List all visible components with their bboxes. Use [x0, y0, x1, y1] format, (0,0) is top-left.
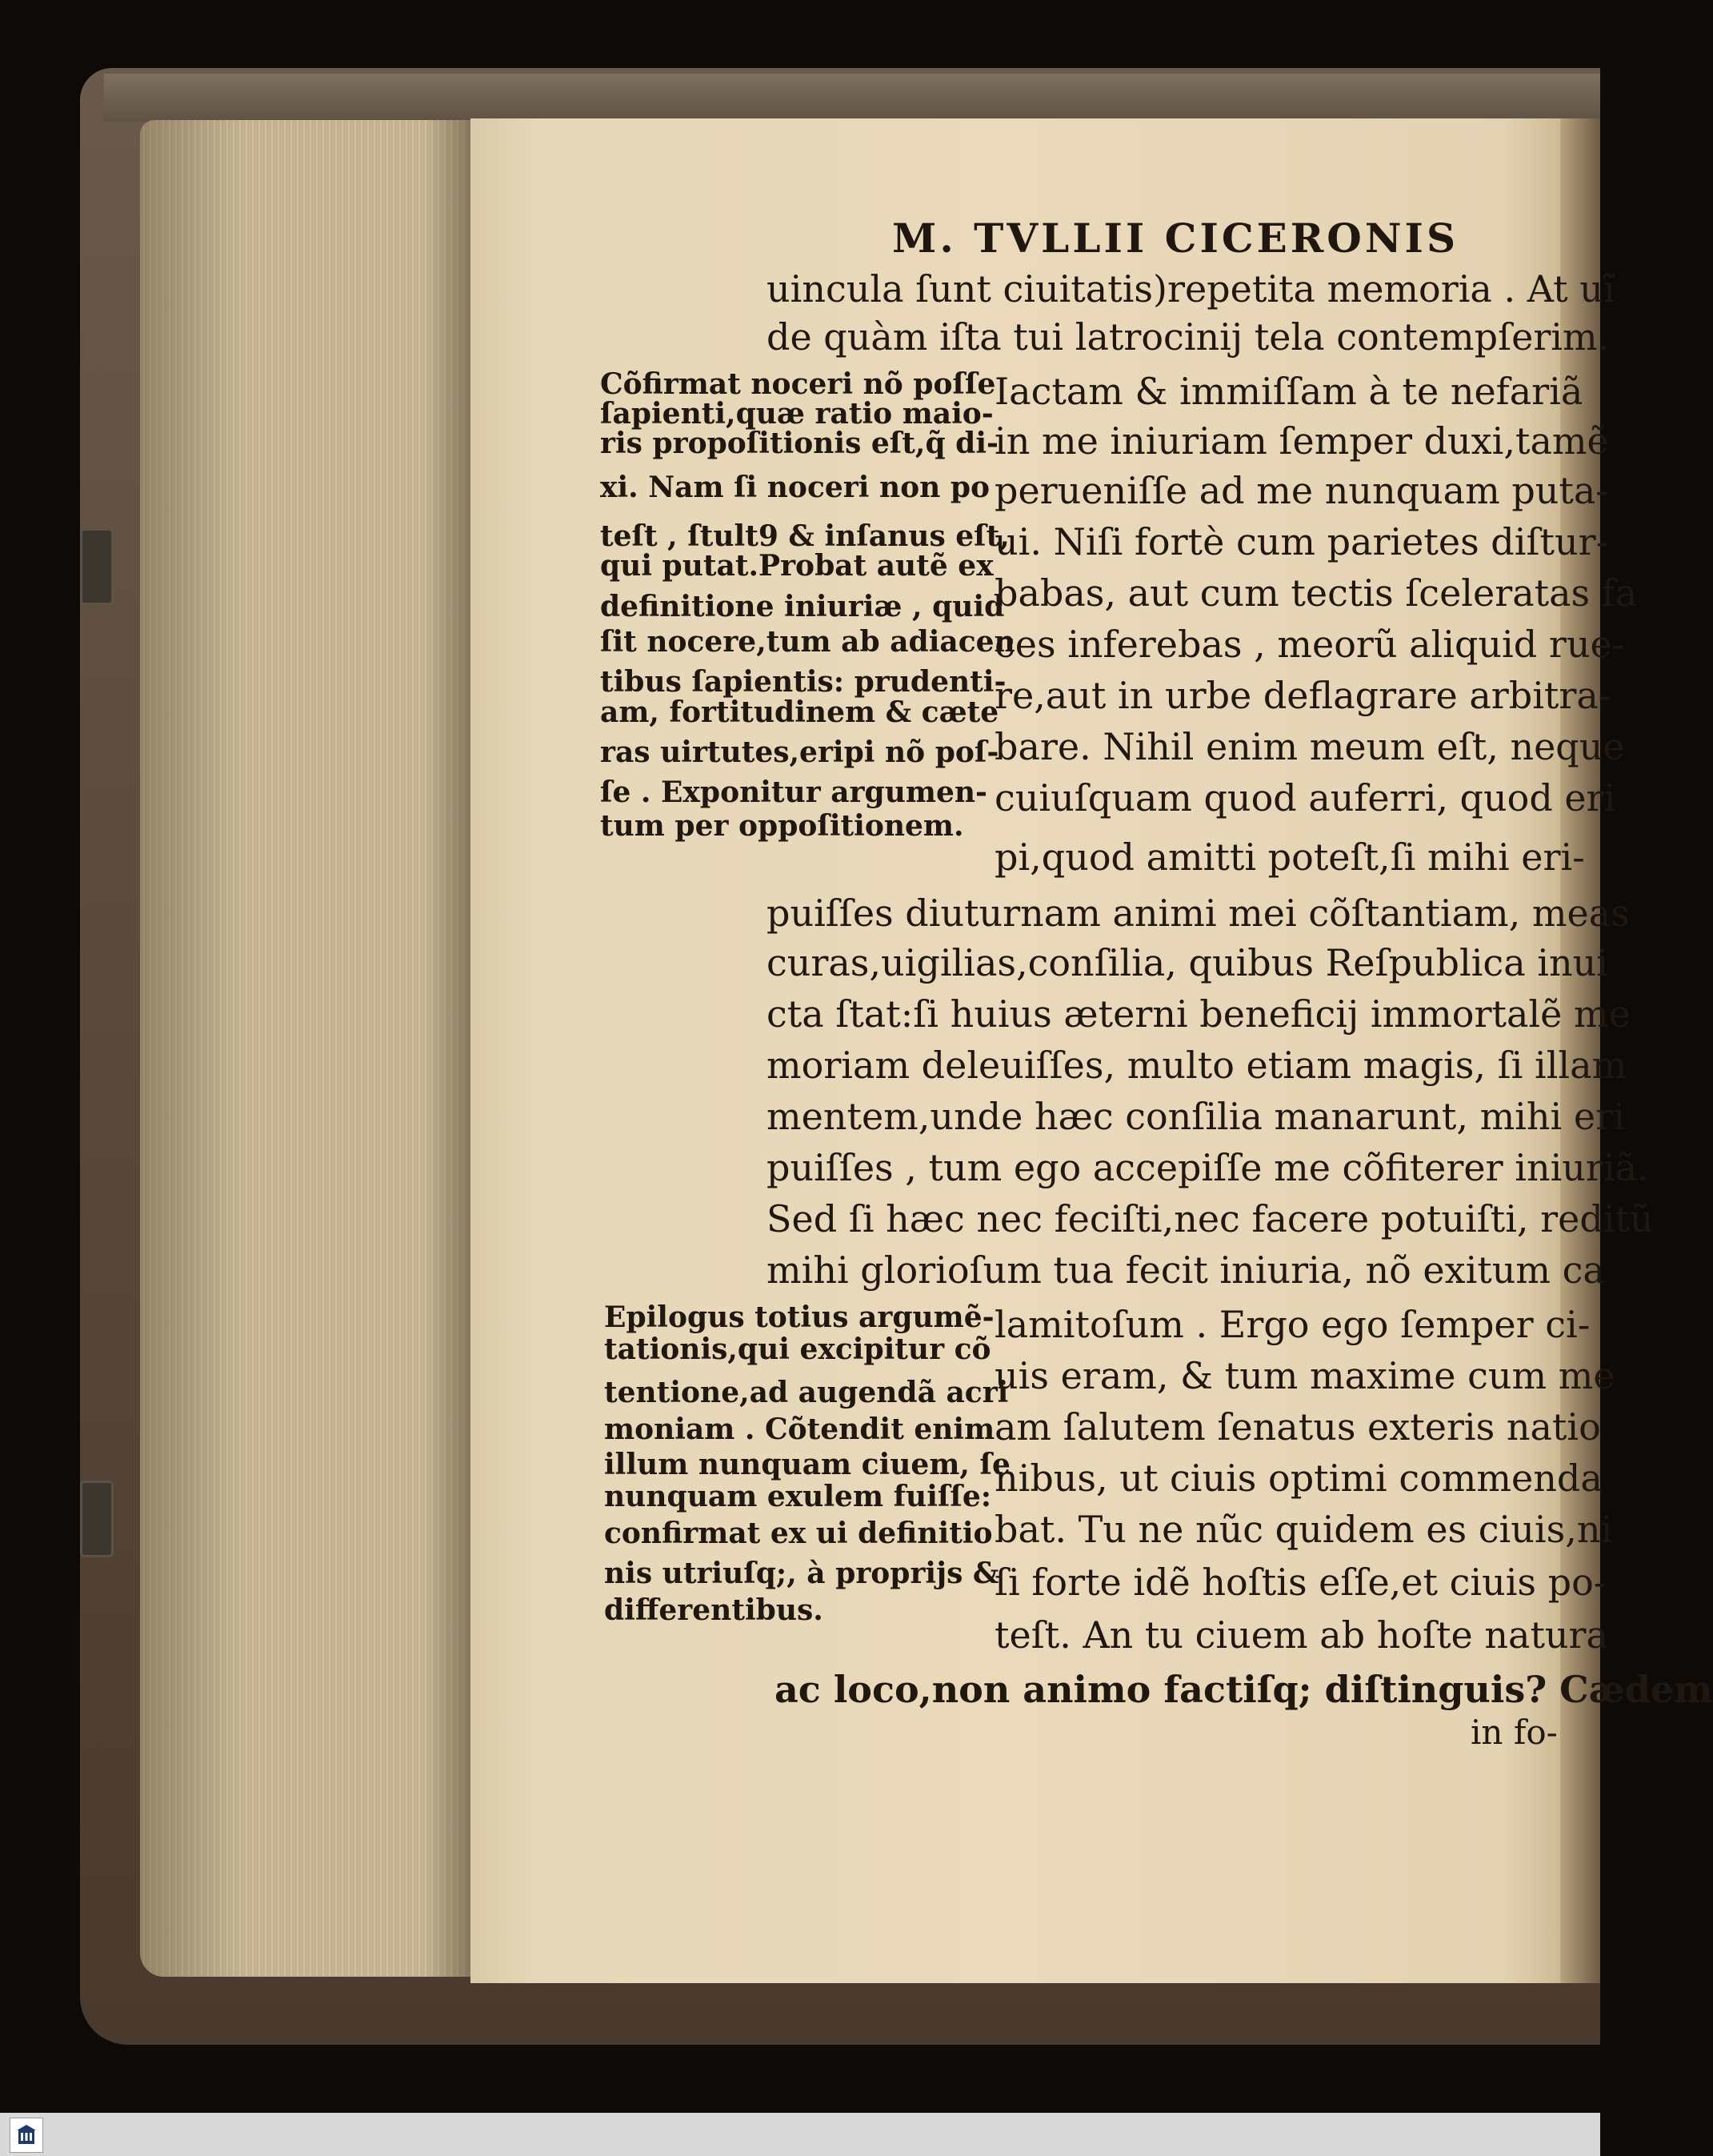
body-line: cta ſtat:ſi huius æterni beneficij immortalẽ me — [766, 992, 1631, 1036]
note-line: Cõfirmat noceri nõ poſſe — [600, 367, 996, 401]
body-line: perueniſſe ad me nunquam puta- — [995, 469, 1608, 512]
note-line: qui putat.Probat autẽ ex — [600, 549, 994, 583]
note-line: nunquam exulem fuiſſe: — [604, 1480, 992, 1513]
note-line: confirmat ex ui definitio — [604, 1517, 993, 1550]
body-line: nibus, ut ciuis optimi commenda — [995, 1457, 1603, 1500]
body-line: pi,quod amitti poteſt,ſi mihi eri- — [995, 836, 1585, 879]
note-line: Epilogus totius argumẽ- — [604, 1300, 995, 1334]
note-line: illum nunquam ciuem, ſe — [604, 1448, 1011, 1481]
note-line: tentione,ad augendã acri — [604, 1376, 1009, 1409]
note-line: nis utriuſq;, à proprijs & — [604, 1557, 999, 1590]
body-line: mihi glorioſum tua fecit iniuria, nõ exitum ca — [766, 1248, 1605, 1292]
body-line: moriam deleuiſſes, multo etiam magis, ſi illam — [766, 1044, 1627, 1087]
body-line: puiſſes , tum ego accepiſſe me cõfiterer iniuriã. — [766, 1146, 1649, 1189]
body-line: de quàm iſta tui latrocinij tela contempſerim. — [766, 315, 1610, 359]
body-line: bare. Nihil enim meum eſt, neque — [995, 725, 1625, 768]
body-line: ces inferebas , meorũ aliquid rue- — [995, 623, 1625, 666]
catchword: in fo- — [1471, 1713, 1558, 1752]
note-line: differentibus. — [604, 1593, 823, 1627]
note-line: ris propoſitionis eſt,q̃ di- — [600, 427, 999, 460]
running-header: M. TVLLII CICERONIS — [892, 214, 1459, 262]
note-line: xi. Nam ſi noceri non po — [600, 471, 991, 504]
note-line: tum per oppoſitionem. — [600, 809, 964, 843]
body-line: babas, aut cum tectis ſceleratas fa — [995, 571, 1638, 615]
body-line: am ſalutem ſenatus exteris natio — [995, 1405, 1601, 1449]
clasp-upper — [80, 528, 114, 605]
library-logo-icon — [10, 2118, 43, 2153]
note-line: teſt , ſtult9 & inſanus eſt, — [600, 519, 1010, 553]
note-line: definitione iniuriæ , quid — [600, 590, 1005, 623]
binding-top-edge — [104, 74, 1600, 122]
body-line: lamitoſum . Ergo ego ſemper ci- — [995, 1303, 1591, 1346]
clasp-lower — [80, 1481, 114, 1557]
note-line: ras uirtutes,eripi nõ poſ- — [600, 735, 999, 769]
note-line: tibus ſapientis: prudenti- — [600, 665, 1007, 699]
note-line: moniam . Cõtendit enim — [604, 1413, 995, 1446]
body-line: ui. Niſi fortè cum parietes diſtur- — [995, 520, 1609, 563]
building-icon — [16, 2123, 37, 2147]
body-line: mentem,unde hæc conſilia manarunt, mihi eri — [766, 1095, 1625, 1138]
note-line: ſe . Exponitur argumen- — [600, 775, 987, 809]
body-line: re,aut in urbe deflagrare arbitra- — [995, 674, 1611, 717]
viewer-bottom-bar — [0, 2113, 1600, 2156]
body-line: uincula ſunt ciuitatis)repetita memoria . At uĩ — [766, 267, 1615, 311]
body-line: Sed ſi hæc nec feciſti,nec facere potuiſti, reditũ — [766, 1197, 1654, 1240]
note-line: am, fortitudinem & cæte — [600, 695, 999, 729]
body-line: in me iniuriam ſemper duxi,tamẽ — [995, 419, 1609, 463]
body-line: cuiuſquam quod auferri, quod eri — [995, 776, 1616, 820]
body-line: uis eram, & tum maxime cum me — [995, 1354, 1615, 1397]
note-line: ſit nocere,tum ab adiacen — [600, 625, 1015, 659]
page-fore-edge-shade — [140, 120, 476, 1977]
body-line: teſt. An tu ciuem ab hoſte natura — [995, 1613, 1608, 1657]
body-line: ac loco,non animo factiſq; diſtinguis? Cædem — [774, 1668, 1713, 1711]
note-line: tationis,qui excipitur cõ — [604, 1332, 991, 1366]
note-line: ſapienti,quæ ratio maio- — [600, 397, 994, 431]
body-line: bat. Tu ne nũc quidem es ciuis,ni — [995, 1508, 1613, 1551]
body-line: Iactam & immiſſam à te nefariã — [995, 370, 1583, 413]
body-line: ſi forte idẽ hoſtis eſſe,et ciuis po- — [995, 1561, 1607, 1604]
body-line: curas,uigilias,conſilia, quibus Reſpublica inui — [766, 941, 1608, 984]
body-line: puiſſes diuturnam animi mei cõſtantiam, meas — [766, 892, 1630, 935]
